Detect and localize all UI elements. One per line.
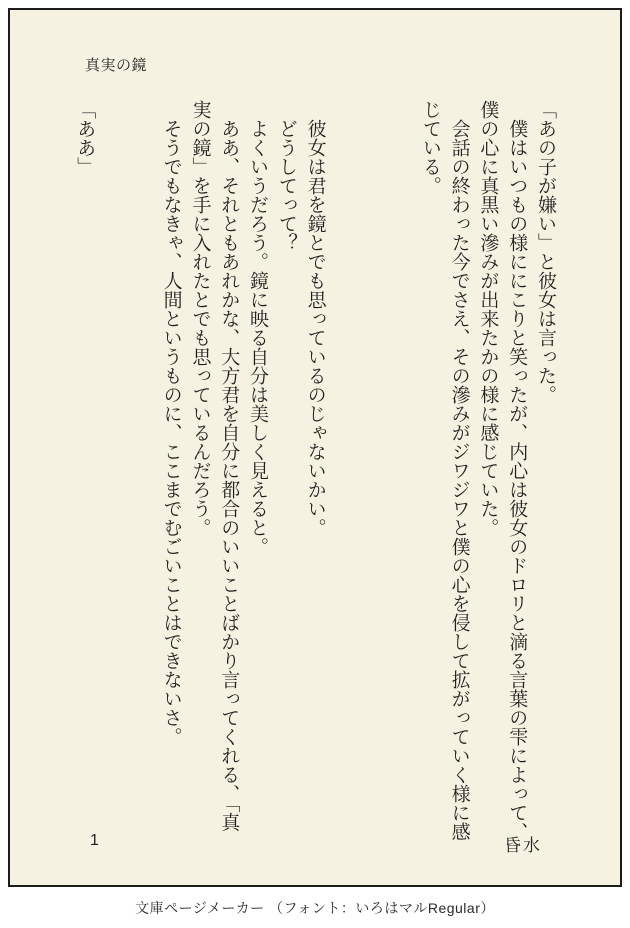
generator-caption: 文庫ページメーカー （フォント：いろはマルRegular） [135,899,495,916]
author-name: 昏水 [504,836,542,855]
text-column: 僕の心に真黒い滲みが出来たかの様に感じていた。 [477,100,499,537]
bunko-page [8,8,622,887]
text-column: 僕はいつもの様ににこりと笑ったが、内心は彼女のドロリと滴る言葉の雫によって、 [506,100,528,841]
text-column: 「ああ」 [74,100,96,176]
text-column: じている。 [419,100,441,195]
text-column: よくいうだろう。鏡に映る自分は美しく見えると。 [247,100,269,556]
page-number: 1 [90,832,99,849]
text-column: どうしてって？ [275,100,297,252]
text-column: 「あの子が嫌い」と彼女は言った。 [535,100,556,404]
page-title: 真実の鏡 [85,57,148,74]
text-column: ああ、それともあれかな、大方君を自分に都合のいいことばかり言ってくれる、「真 [218,100,240,832]
caption-strip [0,887,630,928]
text-column: 彼女は君を鏡とでも思っているのじゃないかい。 [304,100,326,537]
text-column: 実の鏡」を手に入れたとでも思っているんだろう。 [189,100,211,537]
vertical-text-block [69,100,559,841]
text-column: そうでもなきゃ、人間というものに、ここまでむごいことはできないさ。 [160,100,182,746]
text-column: 会話の終わった今でさえ、その滲みがジワジワと僕の心を侵して拡がっていく様に感 [448,100,470,841]
